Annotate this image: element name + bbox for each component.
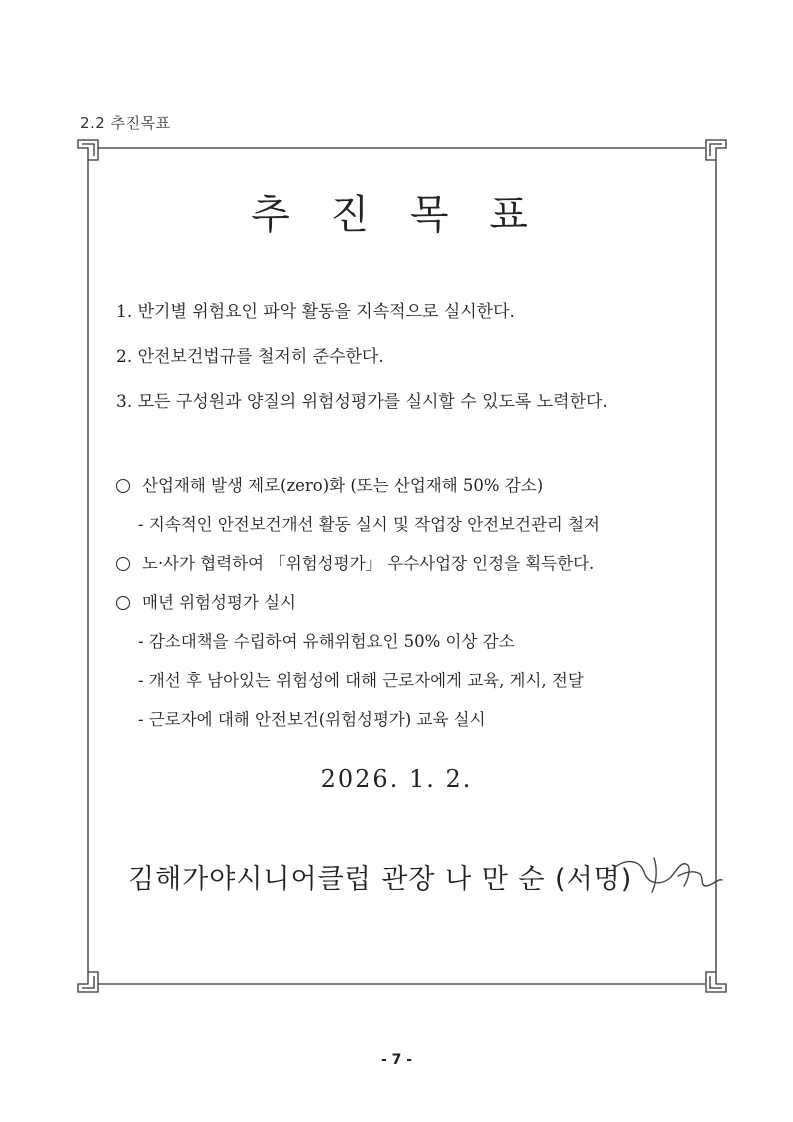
objective-text: 노·사가 협력하여 「위험성평가」 우수사업장 인정을 획득한다.: [142, 553, 595, 573]
goal-item-3: 3. 모든 구성원과 양질의 위험성평가를 실시할 수 있도록 노력한다.: [116, 392, 608, 412]
objective-bullet-item: [116, 544, 600, 583]
goal-list: [116, 300, 608, 435]
objective-text: - 개선 후 남아있는 위험성에 대해 근로자에게 교육, 게시, 전달: [138, 670, 584, 690]
objective-text: 매년 위험성평가 실시: [142, 592, 296, 612]
objective-sub-item: [116, 661, 600, 700]
objective-sub-item: [116, 700, 600, 739]
objective-text: 산업재해 발생 제로(zero)화 (또는 산업재해 50% 감소): [142, 475, 544, 495]
objective-sub-item: [116, 505, 600, 544]
page-number: - 7 -: [380, 1052, 413, 1068]
signature-line: 김해가야시니어클럽 관장 나 만 순 (서명): [128, 864, 633, 895]
goal-item-2: 2. 안전보건법규를 철저히 준수한다.: [116, 347, 384, 367]
objective-text: - 감소대책을 수립하여 유해위험요인 50% 이상 감소: [138, 631, 515, 651]
circle-bullet-icon: [116, 479, 130, 493]
objective-list: [116, 466, 600, 739]
circle-bullet-icon: [116, 557, 130, 571]
circle-bullet-icon: [116, 596, 130, 610]
section-heading: 2.2 추진목표: [80, 114, 171, 132]
objective-text: - 지속적인 안전보건개선 활동 실시 및 작업장 안전보건관리 철저: [138, 514, 600, 534]
objective-bullet-item: [116, 466, 600, 505]
objective-bullet-item: [116, 583, 600, 622]
goal-item-1: 1. 반기별 위험요인 파악 활동을 지속적으로 실시한다.: [116, 302, 515, 322]
objective-text: - 근로자에 대해 안전보건(위험성평가) 교육 실시: [138, 709, 486, 729]
handwritten-signature: [600, 850, 730, 900]
document-date: 2026. 1. 2.: [320, 765, 473, 793]
document-title: 추 진 목 표: [251, 192, 542, 238]
objective-sub-item: [116, 622, 600, 661]
